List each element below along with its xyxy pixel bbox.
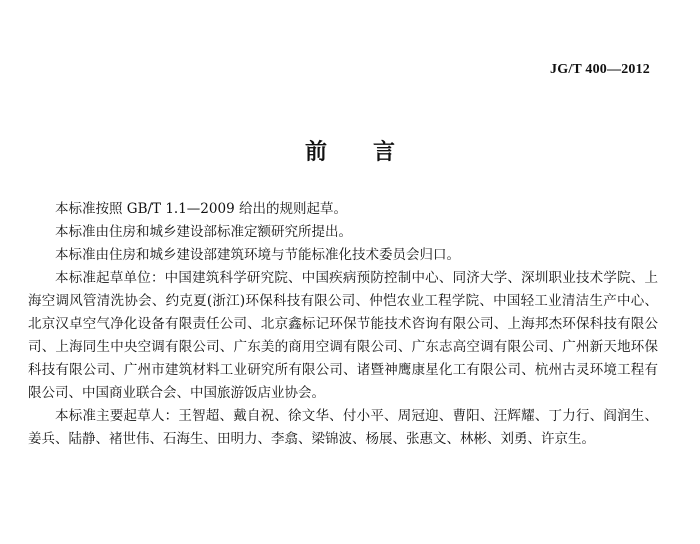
- paragraph-administered-by: 本标准由住房和城乡建设部建筑环境与节能标准化技术委员会归口。: [55, 247, 460, 263]
- standard-code: JG/T 400—2012: [550, 62, 650, 77]
- paragraph-proposed-by: 本标准由住房和城乡建设部标准定额研究所提出。: [55, 224, 352, 240]
- page-title: 前言: [304, 140, 441, 165]
- paragraph-main-drafters: 本标准主要起草人：王智超、戴自祝、徐文华、付小平、周冠迎、曹阳、汪辉耀、丁力行、阎润生、姜兵、陆静、褚世伟、石海生、田明力、李翕、梁锦波、杨展、张惠文、林彬、刘勇、许京生。: [28, 408, 658, 447]
- document-body: [28, 198, 658, 451]
- paragraph-drafting-units: 本标准起草单位：中国建筑科学研究院、中国疾病预防控制中心、同济大学、深圳职业技术学院、上海空调风管清洗协会、约克夏(浙江)环保科技有限公司、仲恺农业工程学院、中国轻工业清洁生产中心、北京汉卓空气净化设备有限责任公司、北京鑫标记环保节能技术咨询有限公司、上海邦杰环保科技有限公司、上海同生中央空调有限公司、广东美的商用空调有限公司、广东志高空调有限公司、广州新天地环保科技有限公司、广州市建筑材料工业研究所有限公司、诸暨神鹰康星化工有限公司、杭州古灵环境工程有限公司、中国商业联合会、中国旅游饭店业协会。: [28, 270, 658, 401]
- paragraph-drafting-rules: 本标准按照 GB/T 1.1—2009 给出的规则起草。: [55, 201, 347, 217]
